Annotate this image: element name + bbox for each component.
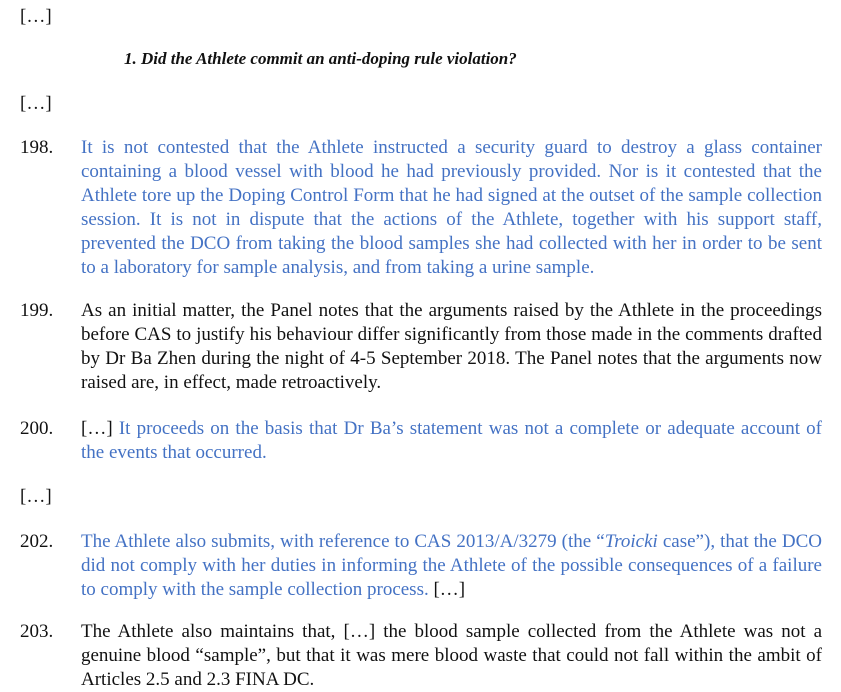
- highlighted-text: It proceeds on the basis that Dr Ba’s statement was not a complete or adequate account of the events that occurred.: [81, 418, 822, 463]
- ellipsis-top: […]: [20, 6, 52, 27]
- text-part-a: The Athlete also submits, with reference to CAS 2013/A/3279 (the “: [81, 531, 605, 552]
- ellipsis-prefix: […]: [81, 418, 113, 439]
- paragraph-198: [20, 136, 822, 280]
- text-part-b: case”), that the DCO did not comply with her duties in informing the Athlete of the possible consequences of a failure to comply with the sample collection process.: [81, 531, 822, 600]
- paragraph-number: 200.: [20, 418, 54, 439]
- paragraph-number: 202.: [20, 531, 54, 552]
- paragraph-203: [20, 620, 822, 692]
- section-heading: 1. Did the Athlete commit an anti-doping rule violation?: [124, 49, 517, 68]
- paragraph-number: 199.: [20, 300, 54, 321]
- paragraph-text: [81, 417, 822, 465]
- paragraph-number: 203.: [20, 621, 54, 642]
- ellipsis-suffix: […]: [428, 579, 466, 600]
- paragraph-200: [20, 417, 822, 465]
- paragraph-text: As an initial matter, the Panel notes that the arguments raised by the Athlete in the proceedings before CAS to justify his behaviour differ significantly from those made in the comments drafted by Dr Ba Zhen during the night of 4-5 September 2018. The Panel notes that the arguments now raised are, in effect, made retroactively.: [81, 300, 822, 393]
- paragraph-text: The Athlete also maintains that, […] the blood sample collected from the Athlete was not a genuine blood “sample”, but that it was mere blood waste that could not fall within the ambit of Articles 2.5 and 2.3 FINA DC.: [81, 621, 822, 690]
- paragraph-number: 198.: [20, 137, 54, 158]
- paragraph-text: It is not contested that the Athlete instructed a security guard to destroy a glass container containing a blood vessel with blood he had previously provided. Nor is it contested that the Athlete tore up the Doping Control Form that he had signed at the outset of the sample collection session. It is not in dispute that the actions of the Athlete, together with his support staff, prevented the DCO from taking the blood samples she had collected with her in order to be sent to a laboratory for sample analysis, and from taking a urine sample.: [81, 137, 822, 278]
- ellipsis-after-heading: […]: [20, 93, 52, 114]
- paragraph-text: [81, 530, 822, 602]
- paragraph-199: [20, 299, 822, 395]
- paragraph-202: [20, 530, 822, 602]
- case-name-italic: Troicki: [604, 531, 658, 552]
- ellipsis-mid: […]: [20, 486, 52, 507]
